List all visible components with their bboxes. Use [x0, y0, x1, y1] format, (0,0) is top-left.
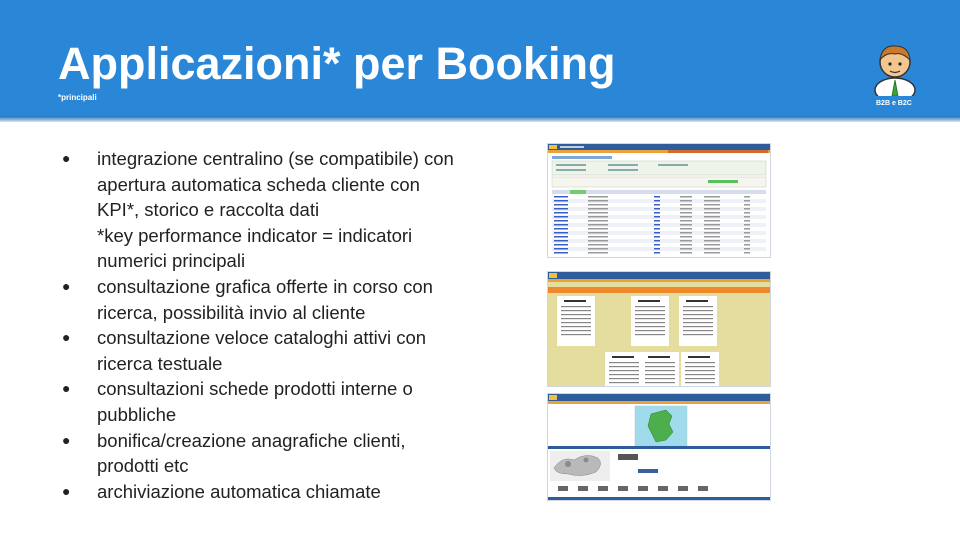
- header-bar: [0, 0, 960, 116]
- bullet-dot-icon: ●: [62, 380, 71, 397]
- feature-text: ricerca testuale: [97, 352, 223, 374]
- feature-text: bonifica/creazione anagrafiche clienti,: [97, 429, 406, 451]
- product-sheet-screenshot: [547, 393, 771, 501]
- b2b-b2c-badge: B2B e B2C: [876, 100, 912, 107]
- customer-record-thumbnail: [548, 144, 770, 257]
- feature-text: KPI*, storico e raccolta dati: [97, 199, 320, 221]
- feature-text: prodotti etc: [97, 455, 189, 477]
- feature-text: ricerca, possibilità invio al cliente: [97, 301, 366, 323]
- feature-item: [56, 146, 521, 274]
- feature-item: [56, 274, 521, 325]
- feature-list: [56, 146, 521, 504]
- offers-catalog-thumbnail: [548, 272, 770, 386]
- feature-text: consultazione veloce cataloghi attivi con: [97, 327, 427, 349]
- bullet-dot-icon: ●: [62, 277, 71, 294]
- feature-text: consultazioni schede prodotti interne o: [97, 378, 413, 400]
- bullet-dot-icon: ●: [62, 482, 71, 499]
- feature-item: [56, 376, 521, 427]
- product-sheet-thumbnail: [548, 394, 770, 500]
- feature-text: *key performance indicator = indicatori: [97, 224, 413, 246]
- feature-item: [56, 325, 521, 376]
- feature-text: numerici principali: [97, 250, 246, 272]
- page-subtitle: *principali: [58, 93, 97, 102]
- customer-record-screenshot: [547, 143, 771, 258]
- feature-text: consultazione grafica offerte in corso con: [97, 275, 433, 297]
- page-title: Applicazioni* per Booking: [58, 38, 616, 89]
- bullet-dot-icon: ●: [62, 329, 71, 346]
- feature-item: [56, 428, 521, 479]
- feature-text: pubbliche: [97, 403, 177, 425]
- feature-item: [56, 479, 521, 505]
- offers-catalog-screenshot: [547, 271, 771, 387]
- bullet-dot-icon: ●: [62, 431, 71, 448]
- feature-text: archiviazione automatica chiamate: [97, 480, 381, 502]
- user-avatar-icon: [872, 40, 918, 96]
- feature-text: integrazione centralino (se compatibile) con: [97, 148, 454, 169]
- header-divider: [0, 116, 960, 122]
- feature-text: apertura automatica scheda cliente con: [97, 173, 420, 195]
- bullet-dot-icon: ●: [62, 150, 71, 166]
